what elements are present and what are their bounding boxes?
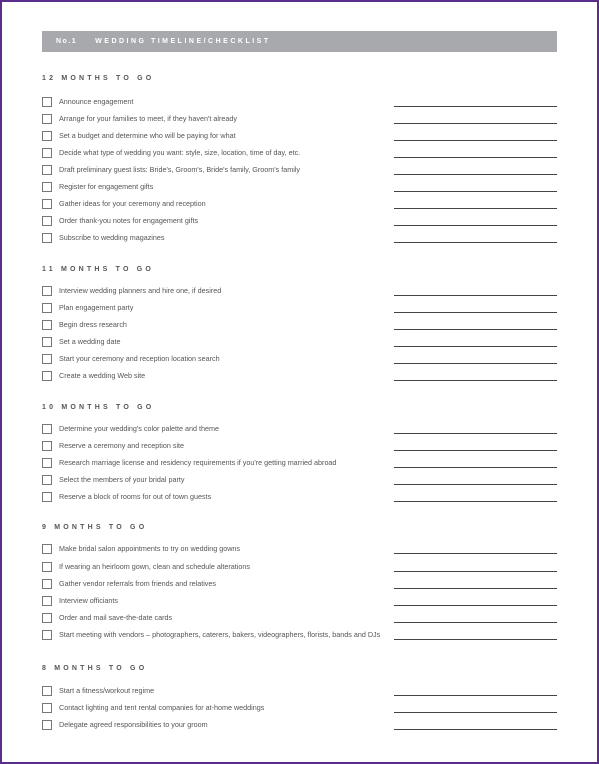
checkbox[interactable]	[42, 286, 52, 296]
write-in-line[interactable]	[394, 140, 557, 141]
checkbox[interactable]	[42, 303, 52, 313]
item-label: Contact lighting and tent rental companies for at-home weddings	[59, 703, 265, 712]
checkbox[interactable]	[42, 475, 52, 485]
checkbox[interactable]	[42, 544, 52, 554]
item-label: Draft preliminary guest lists: Bride's, Groom's, Bride's family, Groom's family	[59, 165, 301, 174]
section	[42, 73, 557, 242]
item-label: Start meeting with vendors – photographers, caterers, bakers, videographers, florists, bands and DJs	[59, 630, 381, 639]
checkbox[interactable]	[42, 613, 52, 623]
checkbox[interactable]	[42, 492, 52, 502]
write-in-line[interactable]	[394, 225, 557, 226]
item-label: Determine your wedding's color palette and theme	[59, 424, 219, 433]
checkbox[interactable]	[42, 97, 52, 107]
checkbox[interactable]	[42, 424, 52, 434]
write-in-line[interactable]	[394, 123, 557, 124]
write-in-line[interactable]	[394, 191, 557, 192]
write-in-line[interactable]	[394, 157, 557, 158]
checkbox[interactable]	[42, 579, 52, 589]
section-title: 11 MONTHS TO GO	[42, 266, 155, 273]
write-in-line[interactable]	[394, 712, 557, 713]
checkbox[interactable]	[42, 703, 52, 713]
item-label: Arrange for your families to meet, if they haven't already	[59, 114, 237, 123]
section-title: 9 MONTHS TO GO	[42, 524, 148, 531]
section	[42, 663, 557, 729]
item-label: Decide what type of wedding you want: style, size, location, time of day, etc.	[59, 148, 301, 157]
checkbox[interactable]	[42, 148, 52, 158]
item-label: Select the members of your bridal party	[59, 475, 185, 484]
item-label: Start a fitness/workout regime	[59, 686, 155, 695]
write-in-line[interactable]	[394, 208, 557, 209]
section	[42, 522, 557, 639]
checkbox[interactable]	[42, 686, 52, 696]
write-in-line[interactable]	[394, 695, 557, 696]
write-in-line[interactable]	[394, 467, 557, 468]
checkbox[interactable]	[42, 630, 52, 640]
write-in-line[interactable]	[394, 622, 557, 623]
write-in-line[interactable]	[394, 571, 557, 572]
item-label: Subscribe to wedding magazines	[59, 233, 165, 242]
checkbox[interactable]	[42, 371, 52, 381]
write-in-line[interactable]	[394, 380, 557, 381]
checkbox[interactable]	[42, 720, 52, 730]
item-label: Register for engagement gifts	[59, 182, 154, 191]
checkbox[interactable]	[42, 199, 52, 209]
write-in-line[interactable]	[394, 363, 557, 364]
section-title: 10 MONTHS TO GO	[42, 404, 155, 411]
item-label: Plan engagement party	[59, 303, 134, 312]
checkbox[interactable]	[42, 337, 52, 347]
item-label: Order thank-you notes for engagement gifts	[59, 216, 199, 225]
write-in-line[interactable]	[394, 242, 557, 243]
item-label: If wearing an heirloom gown, clean and schedule alterations	[59, 562, 250, 571]
write-in-line[interactable]	[394, 450, 557, 451]
item-label: Create a wedding Web site	[59, 371, 146, 380]
section-title: 8 MONTHS TO GO	[42, 665, 148, 672]
header-number: No.1	[56, 38, 78, 45]
write-in-line[interactable]	[394, 553, 557, 554]
write-in-line[interactable]	[394, 312, 557, 313]
section	[42, 402, 557, 501]
write-in-line[interactable]	[394, 729, 557, 730]
write-in-line[interactable]	[394, 174, 557, 175]
item-label: Set a budget and determine who will be paying for what	[59, 131, 236, 140]
item-label: Research marriage license and residency requirements if you're getting married abroad	[59, 458, 337, 467]
checkbox[interactable]	[42, 131, 52, 141]
write-in-line[interactable]	[394, 329, 557, 330]
checkbox[interactable]	[42, 458, 52, 468]
item-label: Gather vendor referrals from friends and relatives	[59, 579, 216, 588]
write-in-line[interactable]	[394, 501, 557, 502]
checkbox[interactable]	[42, 596, 52, 606]
checkbox[interactable]	[42, 441, 52, 451]
item-label: Delegate agreed responsibilities to your groom	[59, 720, 208, 729]
write-in-line[interactable]	[394, 605, 557, 606]
item-label: Set a wedding date	[59, 337, 121, 346]
header-bar	[42, 31, 557, 52]
item-label: Announce engagement	[59, 97, 134, 106]
write-in-line[interactable]	[394, 106, 557, 107]
item-label: Reserve a ceremony and reception site	[59, 441, 185, 450]
item-label: Make bridal salon appointments to try on wedding gowns	[59, 544, 240, 553]
checkbox[interactable]	[42, 320, 52, 330]
item-label: Interview wedding planners and hire one, if desired	[59, 286, 222, 295]
checkbox[interactable]	[42, 216, 52, 226]
write-in-line[interactable]	[394, 588, 557, 589]
checkbox[interactable]	[42, 182, 52, 192]
write-in-line[interactable]	[394, 484, 557, 485]
write-in-line[interactable]	[394, 295, 557, 296]
checkbox[interactable]	[42, 354, 52, 364]
checkbox[interactable]	[42, 165, 52, 175]
section	[42, 264, 557, 380]
item-label: Start your ceremony and reception location search	[59, 354, 220, 363]
header-title: WEDDING TIMELINE/CHECKLIST	[95, 38, 271, 45]
item-label: Interview officiants	[59, 596, 118, 605]
checkbox[interactable]	[42, 562, 52, 572]
item-label: Gather ideas for your ceremony and reception	[59, 199, 206, 208]
write-in-line[interactable]	[394, 346, 557, 347]
write-in-line[interactable]	[394, 639, 557, 640]
checkbox[interactable]	[42, 114, 52, 124]
write-in-line[interactable]	[394, 433, 557, 434]
item-label: Order and mail save-the-date cards	[59, 613, 173, 622]
item-label: Reserve a block of rooms for out of town guests	[59, 492, 212, 501]
section-title: 12 MONTHS TO GO	[42, 75, 155, 82]
checkbox[interactable]	[42, 233, 52, 243]
item-label: Begin dress research	[59, 320, 127, 329]
